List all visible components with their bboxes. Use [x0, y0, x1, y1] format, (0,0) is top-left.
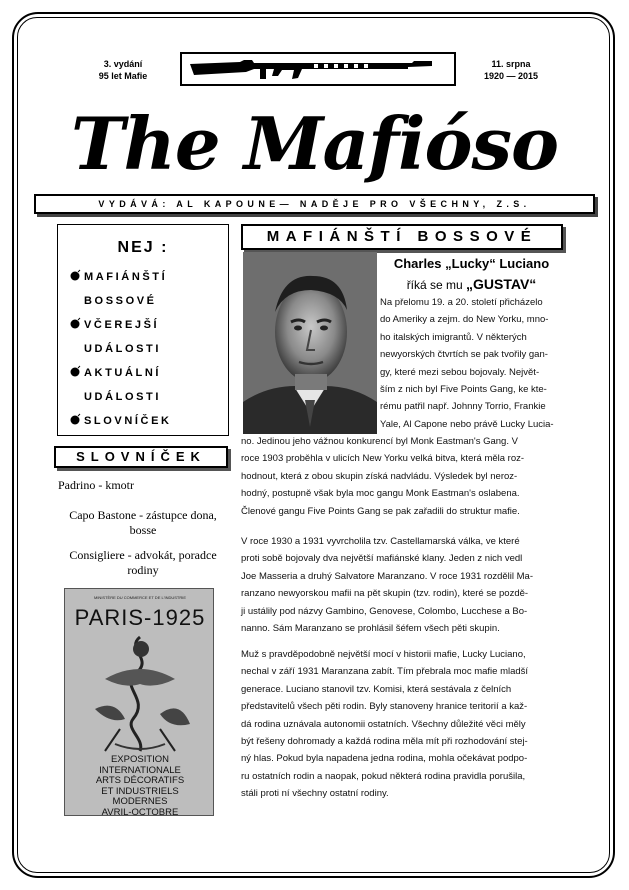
- text-line: ho italských imigrantů. V některých: [380, 331, 527, 343]
- poster-illustration: [65, 629, 214, 759]
- text-line: rému patřil např. Johnny Torrio, Frankie: [380, 401, 546, 413]
- text-line: Na přelomu 19. a 20. století přicházelo: [380, 297, 543, 308]
- contents-box: [57, 224, 229, 436]
- masthead-title: The Mafióso: [70, 101, 559, 186]
- article-paragraph-1-cont: [241, 433, 569, 520]
- anniversary-label: 95 let Mafie: [98, 71, 148, 81]
- years-label: 1920 — 2015: [483, 71, 539, 81]
- poster-title: PARIS-1925: [74, 605, 206, 630]
- article-paragraph-2: [241, 533, 569, 637]
- glossary-heading: SLOVNÍČEK: [54, 446, 228, 468]
- text-line: ný hlas. Pokud byla napadena jedna rodina, mohla očekávat podpo-: [241, 753, 528, 765]
- bomb-icon: [70, 365, 82, 377]
- text-line: Joe Masseria a druhý Salvatore Maranzano. V roce 1931 rozdělil Ma-: [241, 570, 534, 582]
- text-line: V roce 1930 a 1931 vyvrcholila tzv. Castellamarská válka, ve které: [241, 536, 520, 547]
- article-paragraph-1: [380, 294, 568, 433]
- poster-line: ARTS DÉCORATIFS: [95, 775, 185, 786]
- contents-item-bossove[interactable]: [70, 265, 167, 289]
- text-line: Yale, Al Capone nebo právě Lucky Lucia-: [380, 418, 554, 430]
- portrait-image: [243, 252, 377, 434]
- section-heading: MAFIÁNŠTÍ BOSSOVÉ: [241, 224, 563, 250]
- text-line: gy, které mezi sebou bojovaly. Největ-: [380, 366, 540, 378]
- text-line: generace. Luciano stanovil tzv. Komisi, která sestávala z čelních: [241, 683, 512, 695]
- text-line: proti sobě bojovaly dva největší mafiánské klany. Jeden z nich vedl: [241, 553, 523, 565]
- nickname-value: „GUSTAV“: [466, 276, 537, 292]
- contents-item-slovnicek[interactable]: [70, 409, 172, 433]
- bomb-icon: [70, 269, 82, 281]
- bomb-icon: [70, 317, 82, 329]
- text-line: hodnout, která z obou skupin získá nadvládu. Výsledek byl neroz-: [241, 470, 518, 482]
- text-line: ším z nich byl Five Points Gang, ke kte-: [380, 384, 547, 396]
- glossary-entry: Padrino - kmotr: [58, 478, 134, 492]
- bomb-icon: [70, 413, 82, 425]
- publisher-motto: VYDÁVÁ: AL KAPOUNE— NADĚJE PRO VŠECHNY, Z.S.: [34, 194, 595, 214]
- date-label: 11. srpna: [491, 59, 531, 69]
- contents-item-label-cont: UDÁLOSTI: [84, 343, 162, 355]
- contents-item-label: MAFIÁNŠTÍ: [84, 271, 168, 283]
- contents-title: NEJ :: [117, 239, 169, 256]
- contents-item-label: SLOVNÍČEK: [84, 415, 172, 427]
- text-line: Muž s pravděpodobně největší mocí v historii mafie, Lucky Luciano,: [241, 649, 526, 660]
- text-line: být řešeny dohromady a každá rodina měla mít při rozhodování stej-: [241, 736, 528, 748]
- text-line: Členové gangu Five Points Gang se pak zařadili do struktur mafie.: [241, 505, 520, 517]
- edition-date: [466, 58, 556, 82]
- article-subtitle: Charles „Lucky“ Luciano: [393, 256, 550, 271]
- text-line: newyorských čtvrtích se pak tvořily gan-: [380, 349, 548, 361]
- glossary-entry: Capo Bastone - zástupce dona, bosse: [69, 508, 217, 537]
- article-nickname: [380, 274, 563, 295]
- poster-caption: [69, 755, 211, 816]
- paris-1925-poster: [64, 588, 214, 816]
- text-line: nechal v září 1931 Maranzana zabít. Tím přebrala moc mafie mladší: [241, 666, 529, 678]
- article-paragraph-3: [241, 646, 569, 803]
- text-line: dá rodina uznávala autonomii ostatních. Všechny důležité věci měly: [241, 718, 526, 730]
- poster-line: EXPOSITION: [110, 754, 170, 765]
- contents-item-label: VČEREJŠÍ: [84, 319, 160, 331]
- contents-item-label-cont: BOSSOVÉ: [84, 295, 157, 307]
- poster-line: INTERNATIONALE: [99, 764, 181, 776]
- text-line: ji ustálily pod názvy Gambino, Genovese, Colombo, Lucchese a Bo-: [241, 605, 528, 617]
- contents-item-label-cont: UDÁLOSTI: [84, 391, 162, 403]
- poster-line: MODERNES: [112, 796, 168, 807]
- luciano-portrait: [243, 252, 377, 434]
- poster-line: AVRIL-OCTOBRE: [101, 806, 179, 816]
- poster-ministry-text: MINISTÈRE DU COMMERCE ET DE L'INDUSTRIE: [93, 595, 187, 600]
- text-line: představitelů všech pěti rodin. Byly stanoveny hranice teritorií a kaž-: [241, 701, 528, 713]
- text-line: nanno. Sám Maranzano se prohlásil šéfem všech pěti skupin.: [241, 623, 500, 635]
- text-line: hodný, postupně však byla moc gangu Monk Eastman's oslabena.: [241, 488, 520, 500]
- text-line: roce 1903 proběhla v ulicích New Yorku velká bitva, která měla roz-: [241, 453, 525, 465]
- edition-label: 3. vydání: [103, 59, 143, 69]
- nickname-prefix: říká se mu: [406, 278, 467, 292]
- text-line: stáli proti ní všechny ostatní rodiny.: [241, 788, 389, 800]
- text-line: no. Jedinou jeho vážnou konkurencí byl Monk Eastman's Gang. V: [241, 436, 518, 447]
- tommy-gun-icon: [182, 54, 454, 84]
- text-line: ru ostatních rodin a naopak, pokud některá rodina pravidla porušila,: [241, 770, 526, 782]
- gun-banner: [180, 52, 456, 86]
- edition-number: [78, 58, 168, 82]
- glossary-entry: Consigliere - advokát, poradce rodiny: [69, 548, 217, 577]
- text-line: ranzano newyorskou mafii na pět skupin (tzv. rodin), které se pozdě-: [241, 588, 529, 600]
- text-line: do Ameriky a zejm. do New Yorku, mno-: [380, 314, 549, 326]
- contents-item-aktualni[interactable]: [70, 361, 161, 385]
- poster-line: ET INDUSTRIELS: [101, 785, 179, 797]
- contents-item-label: AKTUÁLNÍ: [84, 367, 162, 379]
- contents-item-vcerejsi[interactable]: [70, 313, 159, 337]
